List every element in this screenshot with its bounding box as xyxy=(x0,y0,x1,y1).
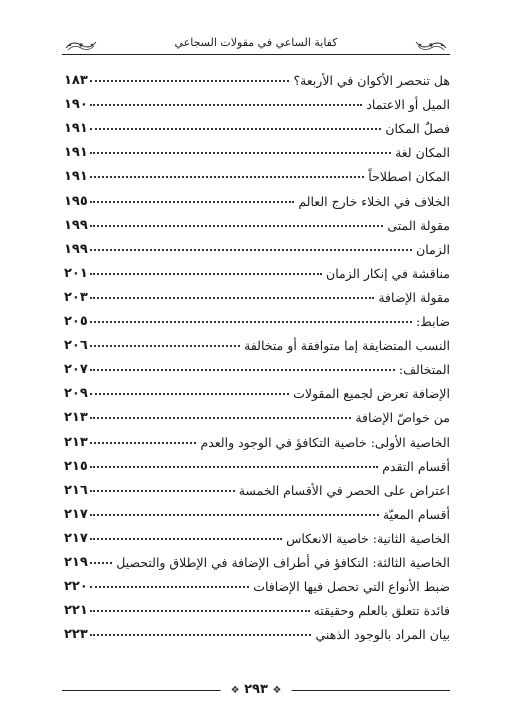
dot-leader xyxy=(90,249,412,251)
ornament-icon xyxy=(64,38,98,52)
toc-entry-title: المكان اصطلاحاً xyxy=(368,169,450,185)
page-number xyxy=(221,682,292,697)
toc-entry-page: ١٨٣ xyxy=(64,73,88,89)
toc-entry xyxy=(64,474,450,498)
dot-leader xyxy=(90,369,395,371)
header-rule xyxy=(62,54,450,55)
dot-leader xyxy=(90,152,391,154)
toc-entry-page: ٢١٥ xyxy=(64,458,88,474)
toc-entry xyxy=(64,594,450,618)
toc-entry xyxy=(64,64,450,88)
toc-entry-title: فائدة تتعلق بالعلم وحقيقته xyxy=(313,603,450,619)
toc-entry-title: ضابط: xyxy=(416,314,450,330)
dot-leader xyxy=(90,201,295,203)
toc-entry-title: أقسام المعيّة xyxy=(382,506,450,522)
toc-entry-page: ١٩٠ xyxy=(64,97,88,113)
toc-entry-page: ١٩١ xyxy=(64,145,88,161)
toc-entry-title: ضبط الأنواع التي تحصل فيها الإضافات xyxy=(253,579,450,595)
toc-entry-page: ١٩٥ xyxy=(64,193,88,209)
toc-entry xyxy=(64,136,450,160)
toc-entry xyxy=(64,618,450,642)
dot-leader xyxy=(90,538,282,540)
dot-leader xyxy=(90,273,322,275)
toc-entry xyxy=(64,498,450,522)
ornament-icon: ❖ xyxy=(272,685,282,696)
toc-entry-title: الميل أو الاعتماد xyxy=(366,97,450,113)
page-number-text: ٢٩٣ xyxy=(244,682,268,697)
toc-entry xyxy=(64,112,450,136)
dot-leader xyxy=(90,393,289,395)
dot-leader xyxy=(90,80,290,82)
toc-entry xyxy=(64,450,450,474)
dot-leader xyxy=(90,466,378,468)
toc-entry xyxy=(64,570,450,594)
dot-leader xyxy=(90,586,249,588)
dot-leader xyxy=(90,297,375,299)
toc-entry-title: بيان المراد بالوجود الذهني xyxy=(315,627,450,643)
toc-entry xyxy=(64,329,450,353)
dot-leader xyxy=(90,345,240,347)
toc-entry-title: المتخالف: xyxy=(398,362,450,378)
toc-entry-page: ٢٠٩ xyxy=(64,386,88,402)
toc-entry-title: النسب المتضايفة إما متوافقة أو متخالفة xyxy=(244,338,450,354)
toc-entry-page: ١٩٩ xyxy=(64,217,88,233)
toc-entry-page: ٢٠٥ xyxy=(64,314,88,330)
dot-leader xyxy=(90,634,312,636)
toc-entry-title: من خواصّ الإضافة xyxy=(355,410,450,426)
toc-entry-title: مقولة الإضافة xyxy=(378,289,450,305)
dot-leader xyxy=(90,128,382,130)
toc-entry xyxy=(64,353,450,377)
dot-leader xyxy=(90,442,197,444)
toc-entry xyxy=(64,233,450,257)
toc-entry-title: المكان لغة xyxy=(395,145,450,161)
toc-entry-page: ١٩١ xyxy=(64,169,88,185)
toc-entry-page: ٢١٣ xyxy=(64,434,88,450)
dot-leader xyxy=(90,104,363,106)
toc-entry-title: فصلٌ المكان xyxy=(385,121,450,137)
toc-entry xyxy=(64,425,450,449)
toc-entry-title: الإضافة تعرض لجميع المقولات xyxy=(293,386,450,402)
toc-entry-title: الخلاف في الخلاء خارج العالم xyxy=(298,193,450,209)
dot-leader xyxy=(90,225,384,227)
toc-entry-title: مناقشة في إنكار الزمان xyxy=(326,265,450,281)
ornament-icon: ❖ xyxy=(230,685,240,696)
toc-entry-page: ٢٢٠ xyxy=(64,579,88,595)
toc-entry-page: ٢٠٣ xyxy=(64,289,88,305)
toc-entry xyxy=(64,209,450,233)
dot-leader xyxy=(90,562,112,564)
toc-entry xyxy=(64,257,450,281)
toc-entry-page: ٢١٩ xyxy=(64,554,88,570)
toc-entry-title: الزمان xyxy=(416,241,450,257)
toc-entry-page: ٢٠٦ xyxy=(64,338,88,354)
toc-entry xyxy=(64,377,450,401)
toc-entry-title: أقسام التقدم xyxy=(382,458,450,474)
toc-entry-title: الخاصية الثانية: خاصية الانعكاس xyxy=(286,530,450,546)
toc-entry-title: مقولة المتى xyxy=(387,217,450,233)
toc-entry-page: ٢٢١ xyxy=(64,603,88,619)
toc-entry xyxy=(64,88,450,112)
toc-entry xyxy=(64,401,450,425)
toc-entry-page: ١٩١ xyxy=(64,121,88,137)
toc-entry xyxy=(64,305,450,329)
dot-leader xyxy=(90,514,379,516)
toc-entry-page: ١٩٩ xyxy=(64,241,88,257)
toc-entry-page: ٢٢٣ xyxy=(64,627,88,643)
dot-leader xyxy=(90,176,364,178)
toc-entry-page: ٢٠٧ xyxy=(64,362,88,378)
toc-entry-title: هل تنحصر الأكوان في الأربعة؟ xyxy=(293,73,450,89)
toc-entry-title: اعتراض على الحصر في الأقسام الخمسة xyxy=(238,482,450,498)
toc-entry-title: الخاصية الثالثة: التكافؤ في أطراف الإضافة في الإطلاق والتحصيل xyxy=(116,554,450,570)
toc-entry-page: ٢١٧ xyxy=(64,530,88,546)
table-of-contents xyxy=(64,64,450,642)
toc-entry-page: ٢١٦ xyxy=(64,482,88,498)
toc-entry-page: ٢١٧ xyxy=(64,506,88,522)
toc-entry-page: ٢١٣ xyxy=(64,410,88,426)
toc-entry xyxy=(64,184,450,208)
running-header xyxy=(62,34,450,58)
toc-entry xyxy=(64,160,450,184)
toc-entry xyxy=(64,522,450,546)
running-title: كفاية الساعي في مقولات السجاعي xyxy=(174,36,338,49)
toc-entry xyxy=(64,546,450,570)
dot-leader xyxy=(90,610,310,612)
dot-leader xyxy=(90,417,352,419)
dot-leader xyxy=(90,321,412,323)
toc-entry xyxy=(64,281,450,305)
page-footer xyxy=(62,682,450,702)
ornament-icon xyxy=(414,38,448,52)
dot-leader xyxy=(90,490,235,492)
toc-entry-title: الخاصية الأولى: خاصية التكافؤ في الوجود والعدم xyxy=(200,434,450,450)
toc-entry-page: ٢٠١ xyxy=(64,265,88,281)
